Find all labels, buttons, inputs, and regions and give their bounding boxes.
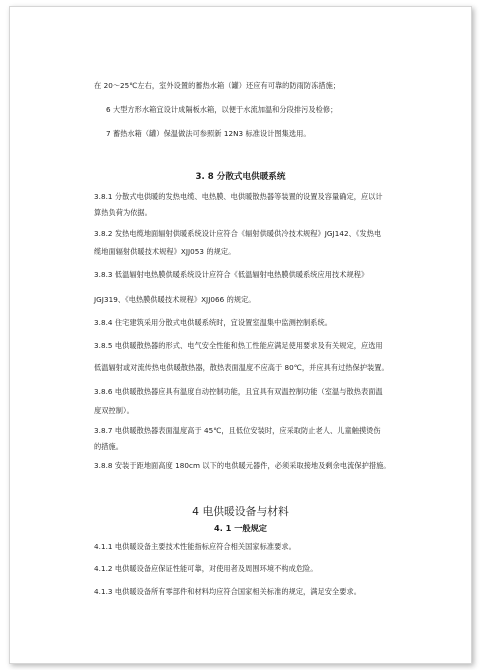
clause-3-8-3: 3.8.3 低温辐射电热膜供暖系统设计应符合《低温辐射电热膜供暖系统应用技术规程》 [94, 270, 369, 279]
clause-3-8-6-cont: 度双控制）。 [94, 406, 134, 415]
clause-3-8-1-cont: 算热负荷为依据。 [94, 208, 152, 217]
clause-3-8-8: 3.8.8 安装于距地面高度 180cm 以下的电供暖元器件，必须采取接地及剩余电流保护措施。 [94, 461, 391, 470]
clause-3-8-2: 3.8.2 发热电缆地面辐射供暖系统设计应符合《辐射供暖供冷技术规程》JGJ142、《发热电 [94, 229, 382, 238]
clause-4-1-3: 4.1.3 电供暖设备所有零部件和材料均应符合国家相关标准的规定，满足安全要求。 [94, 587, 361, 596]
clause-3-8-1: 3.8.1 分散式电供暖的发热电缆、电热膜、电供暖散热器等装置的设置及容量确定，应以计 [94, 192, 383, 201]
section-heading-4-1: 4. 1 一般规定 [214, 523, 267, 533]
section-heading-3-8: 3. 8 分散式电供暖系统 [195, 172, 286, 182]
clause-3-8-7: 3.8.7 电供暖散热器表面温度高于 45℃，且低位安装时，应采取防止老人、儿童触摸烫伤 [94, 426, 381, 435]
clause-3-8-4: 3.8.4 住宅建筑采用分散式电供暖系统时，宜设置室温集中监测控制系统。 [94, 318, 333, 327]
clause-3-8-7-cont: 的措施。 [94, 442, 123, 451]
chapter-heading-4: 4 电供暖设备与材料 [192, 505, 289, 518]
clause-3-8-2-cont: 缆地面辐射供暖技术规程》XJJ053 的规定。 [94, 247, 236, 256]
clause-3-8-6: 3.8.6 电供暖散热器应具有温度自动控制功能，且宜具有双温控制功能（室温与散热表面温 [94, 387, 383, 396]
clause-3-8-5: 3.8.5 电供暖散热器的形式、电气安全性能和热工性能应满足使用要求及有关规定，应选用 [94, 341, 383, 350]
clause-3-8-3-cont: JGJ319、《电热膜供暖技术规程》XJJ066 的规定。 [94, 295, 256, 304]
list-item-7: 7 蓄热水箱（罐）保温做法可参照新 12N3 标准设计图集选用。 [106, 129, 311, 138]
clause-4-1-2: 4.1.2 电供暖设备应保证性能可靠，对使用者及周围环境不构成危险。 [94, 564, 318, 573]
clause-4-1-1: 4.1.1 电供暖设备主要技术性能指标应符合相关国家标准要求。 [94, 542, 296, 551]
document-page [9, 6, 472, 664]
text-line: 在 20～25℃左右，室外设置的蓄热水箱（罐）还应有可靠的防雨防冻措施； [94, 81, 341, 90]
clause-3-8-5-cont: 低温辐射或对流传热电供暖散热器，散热表面温度不应高于 80℃，并应具有过热保护装置。 [94, 363, 389, 372]
list-item-6: 6 大型方形水箱宜设计成隔板水箱，以便于水流加温和分段排污及检修； [106, 105, 338, 114]
